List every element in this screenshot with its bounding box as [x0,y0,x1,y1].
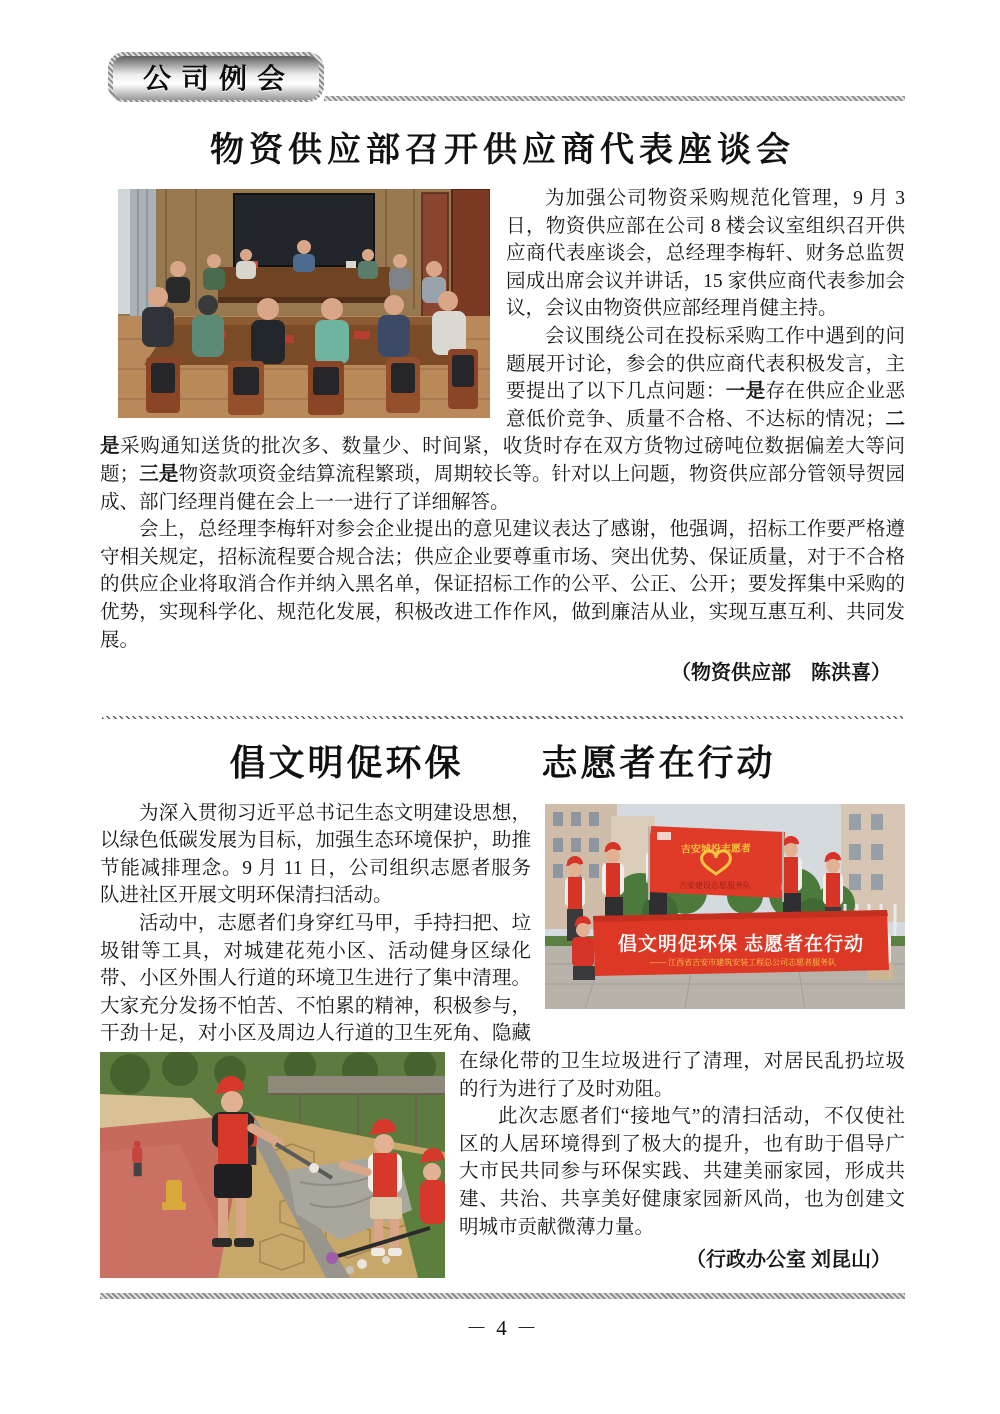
article2-paragraph-1: 为深入贯彻习近平总书记生态文明建设思想，以绿色低碳发展为目标，加强生态环境保护，助推节能减排理念。9 月 11 日，公司组织志愿者服务队进社区开展文明环保清扫活动。 [100,802,531,907]
page-number: － 4 － [466,1316,539,1340]
section-header [100,52,905,102]
photo-supplier-meeting [118,189,490,418]
article1-title: 物资供应部召开供应商代表座谈会 [210,132,795,169]
article2-byline: （行政办公室 刘昆山） [686,1249,891,1272]
emphasis-marker-3: 三是 [139,463,179,485]
emphasis-marker-2: 二是 [100,408,905,458]
article2-body [100,800,905,1284]
page-footer [100,1293,905,1342]
photo-volunteers-group-banner [545,804,905,1009]
article-divider [102,716,903,719]
banner-line1: 倡文明促环保 志愿者在行动 [617,933,865,955]
photo-cleanup-activity [100,1052,445,1278]
article1-paragraph-1: 为加强公司物资采购规范化管理，9 月 3 日，物资供应部在公司 8 楼会议室组织召开供应商代表座谈会，总经理李梅轩、财务总监贺园成出席会议并讲话，15 家供应商代表参加会议，会议由物资供应部经理肖健主持。 [506,188,905,320]
section-badge: 公司例会 [113,56,319,100]
article1-body [100,185,905,688]
flag-text-bottom: 吉安建设志愿服务队 [679,880,751,890]
emphasis-marker-1: 一是 [725,381,766,403]
banner-line2: —— 江西省吉安市建筑安装工程总公司志愿者服务队 [649,957,837,967]
article2-paragraph-3: 此次志愿者们“接地气”的清扫活动，不仅使社区的人居环境得到了极大的提升，也有助于倡导广大市民共同参与环保实践、共建美丽家园，形成共建、共治、共享美好健康家园新风尚，也为创建文明城市贡献微薄力量。 [459,1106,905,1238]
article1-paragraph-3: 会上，总经理李梅轩对参会企业提出的意见建议表达了感谢，他强调，招标工作要严格遵守相关规定，招标流程要合规合法；供应企业要尊重市场、突出优势、保证质量，对于不合格的供应企业将取消合作并纳入黑名单，保证招标工作的公平、公正、公开；要发挥集中采购的优势，实现科学化、规范化发展，积极改进工作作风，做到廉洁从业，实现互惠互利、共同发展。 [100,519,905,651]
flag-text-top: 吉安城投志愿者 [680,843,752,856]
article2-title: 倡文明促环保 志愿者在行动 [229,742,776,783]
article2-paragraph-2: 活动中，志愿者们身穿红马甲，手持扫把、垃圾钳等工具，对城建花苑小区、活动健身区绿化带、小区外围人行道的环境卫生进行了集中清理。大家充分发扬不怕苦、不怕累的精神，积极参与，干劲 十足，对小区及周边人行道的卫生死角、隐藏在绿化带的卫生垃圾进行了清理，对居民乱扔垃圾的行为进行了及时劝阻。 [100,910,905,1103]
article1-byline: （物资供应部 陈洪喜） [671,662,891,685]
footer-rule [100,1293,905,1299]
section-badge-frame [108,52,324,102]
header-rule [324,96,905,101]
article1-paragraph-2: 会议围绕公司在投标采购工作中遇到的问题展开讨论，参会的供应商代表积极发言，主要提出了以下几点问题：一是存在供应企业恶意低价竞争、质量不合格、不达标的情况；二是采购通知送货的批次多、数量少、时间紧，收货时存在双方货物过磅吨位数据偏差大等问题；三是物资款项资金结算流程繁琐，周期较长等。针对以上问题，物资供应部分管领导贺园成、部门经理肖健在会上一一进行了详细解答。 [100,325,905,513]
